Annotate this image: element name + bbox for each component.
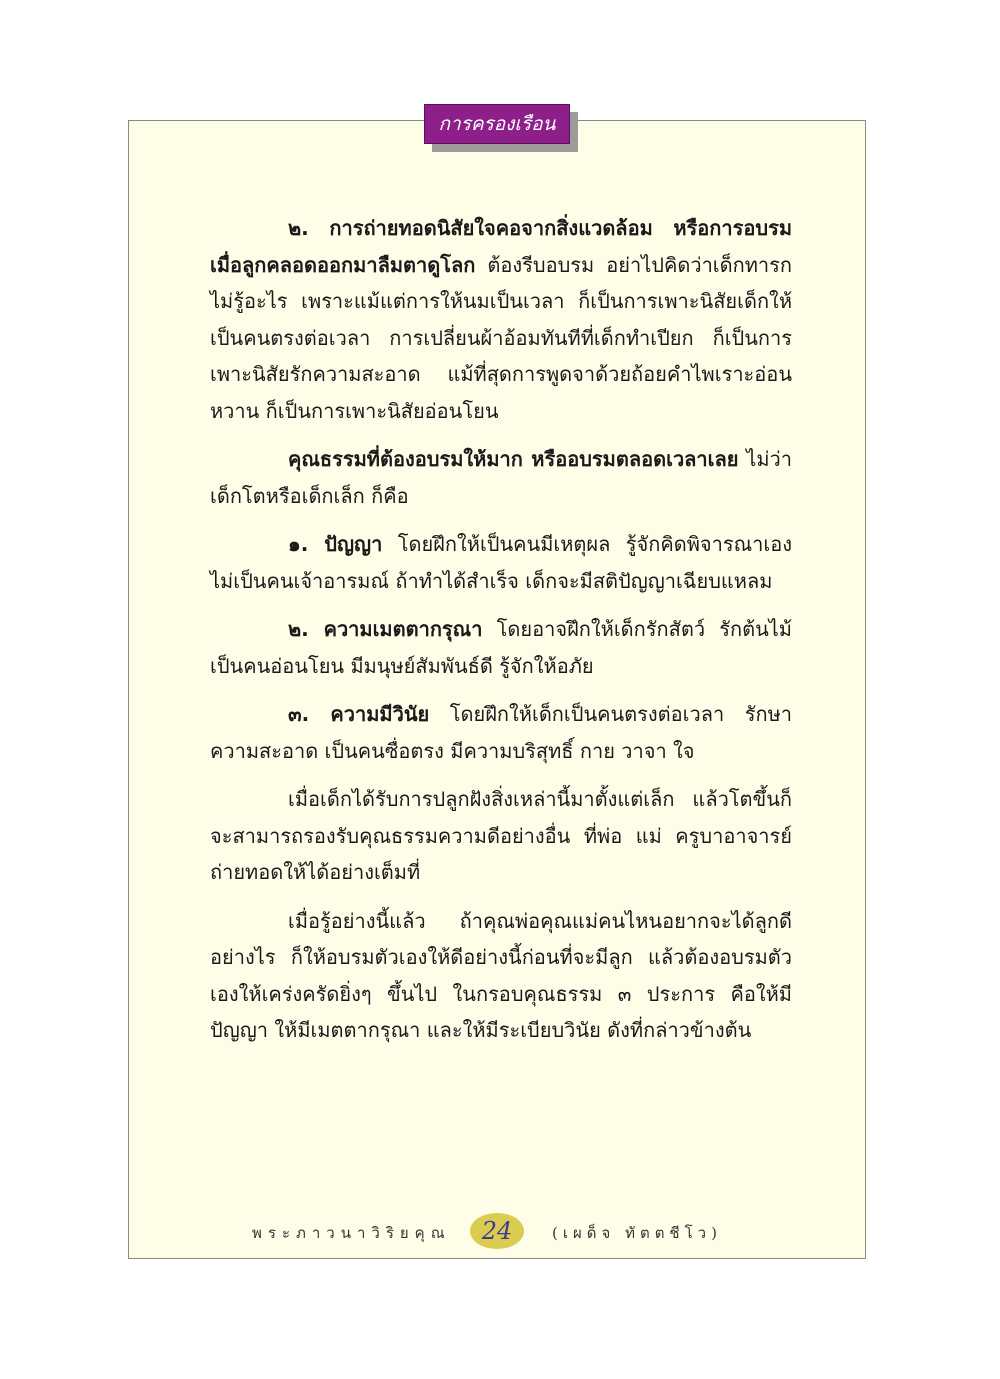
paragraph-5	[210, 696, 792, 769]
paragraph-3-body: โดยฝึกให้เป็นคนมีเหตุผล รู้จักคิดพิจารณาเอง ไม่เป็นคนเจ้าอารมณ์ ถ้าทำได้สำเร็จ เด็กจะมีสติปัญญาเฉียบแหลม	[210, 532, 793, 593]
paragraph-4	[210, 611, 792, 684]
paragraph-5-body: โดยฝึกให้เด็กเป็นคนตรงต่อเวลา รักษาความสะอาด เป็นคนซื่อตรง มีความบริสุทธิ์ กาย วาจา ใจ	[210, 702, 793, 763]
body-text	[210, 210, 792, 1049]
paragraph-5-lead: ๓. ความมีวินัย	[288, 702, 430, 726]
paragraph-3-lead: ๑. ปัญญา	[288, 532, 383, 556]
paragraph-2-body: ไม่ว่าเด็กโตหรือเด็กเล็ก ก็คือ	[210, 447, 792, 508]
paragraph-3	[210, 526, 792, 599]
footer-author-name: (เผด็จ ทัตตชีโว)	[552, 1224, 722, 1242]
paragraph-2-lead: คุณธรรมที่ต้องอบรมให้มาก หรืออบรมตลอดเวลาเลย	[288, 447, 739, 471]
paragraph-4-body: โดยอาจฝึกให้เด็กรักสัตว์ รักต้นไม้ เป็นคนอ่อนโยน มีมนุษย์สัมพันธ์ดี รู้จักให้อภัย	[210, 617, 792, 678]
chapter-tab: การครองเรือน	[424, 104, 570, 144]
footer-author-title: พระภาวนาวิริยคุณ	[252, 1224, 451, 1242]
paragraph-6: เมื่อเด็กได้รับการปลูกฝังสิ่งเหล่านี้มาตั้งแต่เล็ก แล้วโตขึ้นก็จะสามารถรองรับคุณธรรมความดีอย่างอื่น ที่พ่อ แม่ ครูบาอาจารย์ถ่ายทอดให้ได้อย่างเต็มที่	[210, 787, 792, 884]
paragraph-4-lead: ๒. ความเมตตากรุณา	[288, 617, 483, 641]
paragraph-1-lead: ๒. การถ่ายทอดนิสัยใจคอจากสิ่งแวดล้อม หรือการอบรมเมื่อลูกคลอดออกมาลืมตาดูโลก	[210, 216, 792, 277]
page-number: 24	[470, 1213, 524, 1249]
paragraph-1	[210, 210, 792, 429]
paragraph-1-body: ต้องรีบอบรม อย่าไปคิดว่าเด็กทารกไม่รู้อะไร เพราะแม้แต่การให้นมเป็นเวลา ก็เป็นการเพาะนิสัยเด็กให้เป็นคนตรงต่อเวลา การเปลี่ยนผ้าอ้อมทันทีที่เด็กทำเปียก ก็เป็นการเพาะนิสัยรักความสะอาด แม้ที่สุดการพูดจาด้วยถ้อยคำไพเราะอ่อน หวาน ก็เป็นการเพาะนิสัยอ่อนโยน	[210, 252, 792, 423]
paragraph-7: เมื่อรู้อย่างนี้แล้ว ถ้าคุณพ่อคุณแม่คนไหนอยากจะได้ลูกดีอย่างไร ก็ให้อบรมตัวเองให้ดีอย่างนี้ก่อนที่จะมีลูก แล้วต้องอบรมตัวเองให้เคร่งครัดยิ่งๆ ขึ้นไป ในกรอบคุณธรรม ๓ ประการ คือให้มีปัญญา ให้มีเมตตากรุณา และให้มีระเบียบวินัย ดังที่กล่าวข้างต้น	[210, 908, 792, 1042]
page-footer	[252, 1213, 732, 1253]
paragraph-2	[210, 441, 792, 514]
